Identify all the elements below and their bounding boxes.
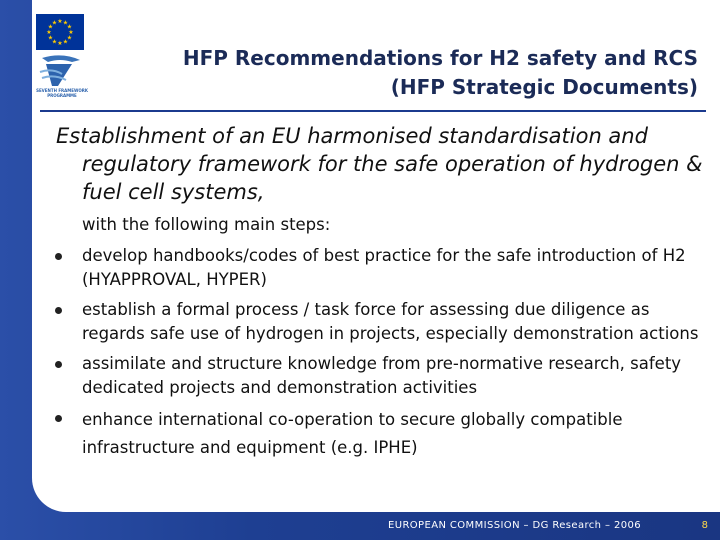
svg-text:★: ★	[47, 34, 54, 42]
svg-text:★: ★	[57, 18, 63, 25]
bullet-icon	[55, 415, 62, 422]
bullet-icon	[55, 361, 62, 368]
steps-lead-text: with the following main steps:	[82, 215, 331, 234]
step-text: enhance international co-operation to secure globally compatible infrastructure and equipment (e.g. IPHE)	[82, 410, 623, 457]
eu-flag-logo	[36, 14, 84, 50]
svg-text:★: ★	[62, 38, 69, 46]
intro-paragraph: Establishment of an EU harmonised standardisation and regulatory framework for the safe operation of hydrogen & fuel cell systems,	[56, 124, 703, 204]
list-item	[50, 244, 700, 292]
steps-list	[50, 244, 700, 468]
svg-text:★: ★	[66, 23, 73, 31]
fp7-logo-text: SEVENTH FRAMEWORK PROGRAMME	[36, 88, 88, 98]
step-text: establish a formal process / task force for assessing due diligence as regards safe use of hydrogen in projects, especially demonstration actions	[82, 300, 699, 343]
title-line-2: (HFP Strategic Documents)	[390, 75, 698, 99]
svg-text:★: ★	[51, 38, 58, 46]
svg-text:★: ★	[68, 29, 74, 36]
list-item	[50, 406, 700, 462]
svg-text:★: ★	[51, 19, 58, 27]
svg-text:★: ★	[46, 29, 52, 36]
bullet-icon	[55, 307, 62, 314]
page-number: 8	[701, 520, 708, 531]
svg-text:★: ★	[62, 19, 69, 27]
svg-text:★: ★	[57, 40, 63, 47]
step-text: develop handbooks/codes of best practice for the safe introduction of H2 (HYAPPROVAL, HYPER)	[82, 246, 686, 289]
title-divider	[40, 110, 706, 112]
step-text: assimilate and structure knowledge from pre-normative research, safety dedicated projects and demonstration activities	[82, 354, 682, 397]
slide-title	[100, 44, 698, 102]
svg-text:★: ★	[47, 23, 54, 31]
fp7-logo	[32, 52, 90, 100]
svg-text:★: ★	[66, 34, 73, 42]
bullet-icon	[55, 253, 62, 260]
list-item	[50, 352, 700, 400]
title-line-1: HFP Recommendations for H2 safety and RCS	[182, 46, 698, 70]
list-item	[50, 298, 700, 346]
eu-stars-icon	[36, 14, 84, 50]
footer-text: EUROPEAN COMMISSION – DG Research – 2006	[388, 520, 642, 531]
